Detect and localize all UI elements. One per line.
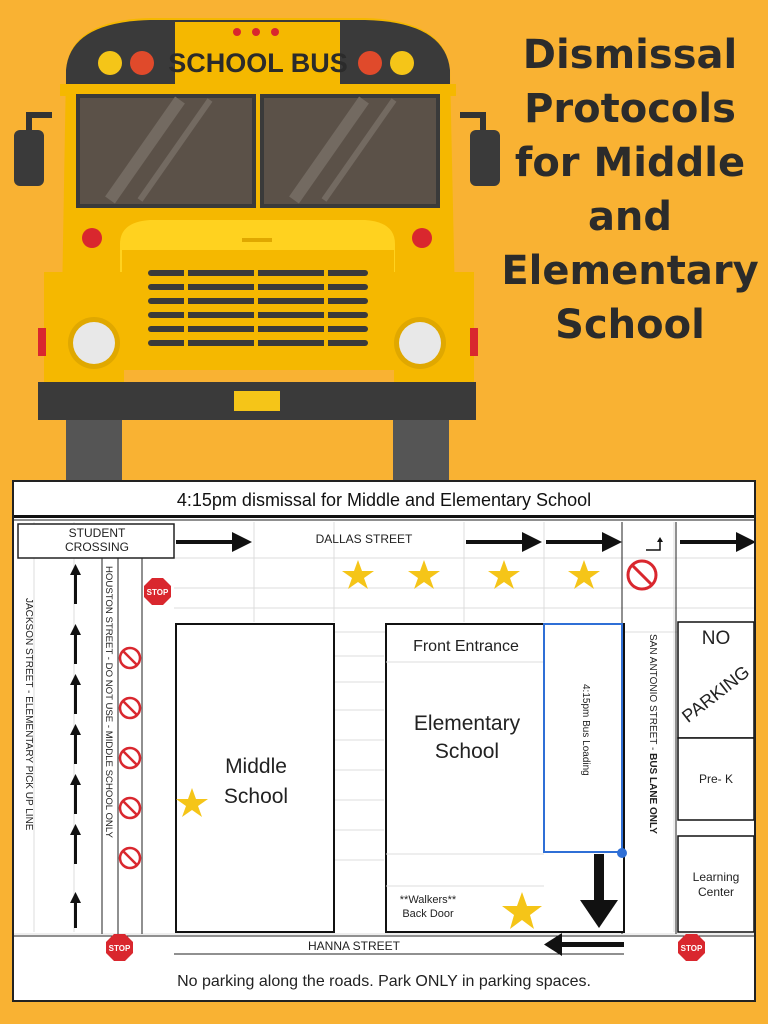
map-title: 4:15pm dismissal for Middle and Elementary School (14, 482, 754, 518)
front-entrance-label: Front Entrance (413, 638, 519, 655)
map-graphics (14, 482, 754, 1000)
star-icon (568, 560, 600, 589)
pre-k-label: Pre- K (698, 772, 733, 786)
mirror-right (470, 130, 500, 186)
san-antonio-street-label (647, 634, 658, 834)
parking-label: PARKING (678, 661, 754, 727)
mirror-left (14, 130, 44, 186)
title-line: School (555, 302, 705, 348)
dismissal-map (12, 480, 756, 1002)
houston-street-label: HOUSTON STREET - DO NOT USE - MIDDLE SCHOOL ONLY (103, 566, 114, 838)
headlight-left (73, 322, 115, 364)
headlight-right (399, 322, 441, 364)
footer-note: No parking along the roads. Park ONLY in parking spaces. (177, 973, 591, 990)
star-icon (342, 560, 374, 589)
walkers-door-label: **Walkers** Back Door (399, 894, 457, 920)
dallas-street-label: DALLAS STREET (315, 532, 413, 546)
school-bus-illustration (0, 0, 520, 480)
student-crossing-label: STUDENT CROSSING (64, 526, 129, 554)
bus-wheel-right (393, 415, 449, 480)
middle-school-label: Middle School (223, 755, 289, 808)
bus-wheel-left (66, 415, 122, 480)
learning-center-label: Learning Center (692, 870, 740, 899)
bus-loading-label: 4:15pm Bus Loading (580, 684, 591, 776)
title-line: Protocols (524, 86, 736, 132)
jackson-street-label: JACKSON STREET - ELEMENTARY PICK UP LINE (23, 598, 34, 831)
stop-sign-icon (106, 934, 133, 961)
bus-sign-text: SCHOOL BUS (168, 48, 348, 78)
no-parking-label: NO (701, 628, 731, 649)
stop-sign-icon (678, 934, 705, 961)
stop-sign-text: STOP (108, 944, 131, 953)
title-line: Elementary (501, 248, 759, 294)
poster-title (500, 28, 760, 352)
star-icon (408, 560, 440, 589)
star-icon (488, 560, 520, 589)
title-line: Dismissal (522, 32, 738, 78)
stop-sign-icon (144, 578, 171, 605)
title-line: and (587, 194, 673, 240)
bus-lane-only-label: BUS LANE ONLY (647, 753, 658, 834)
jackson-street-arrows (70, 564, 81, 928)
elementary-school-label: Elementary School (413, 712, 521, 763)
stop-sign-text: STOP (680, 944, 703, 953)
san-antonio-street-text: SAN ANTONIO STREET - (647, 634, 658, 754)
title-line: for Middle (514, 140, 746, 186)
hanna-street-label: HANNA STREET (307, 939, 400, 953)
dallas-street-arrows (176, 532, 754, 552)
stop-sign-text: STOP (146, 588, 169, 597)
map-grid (14, 522, 754, 934)
